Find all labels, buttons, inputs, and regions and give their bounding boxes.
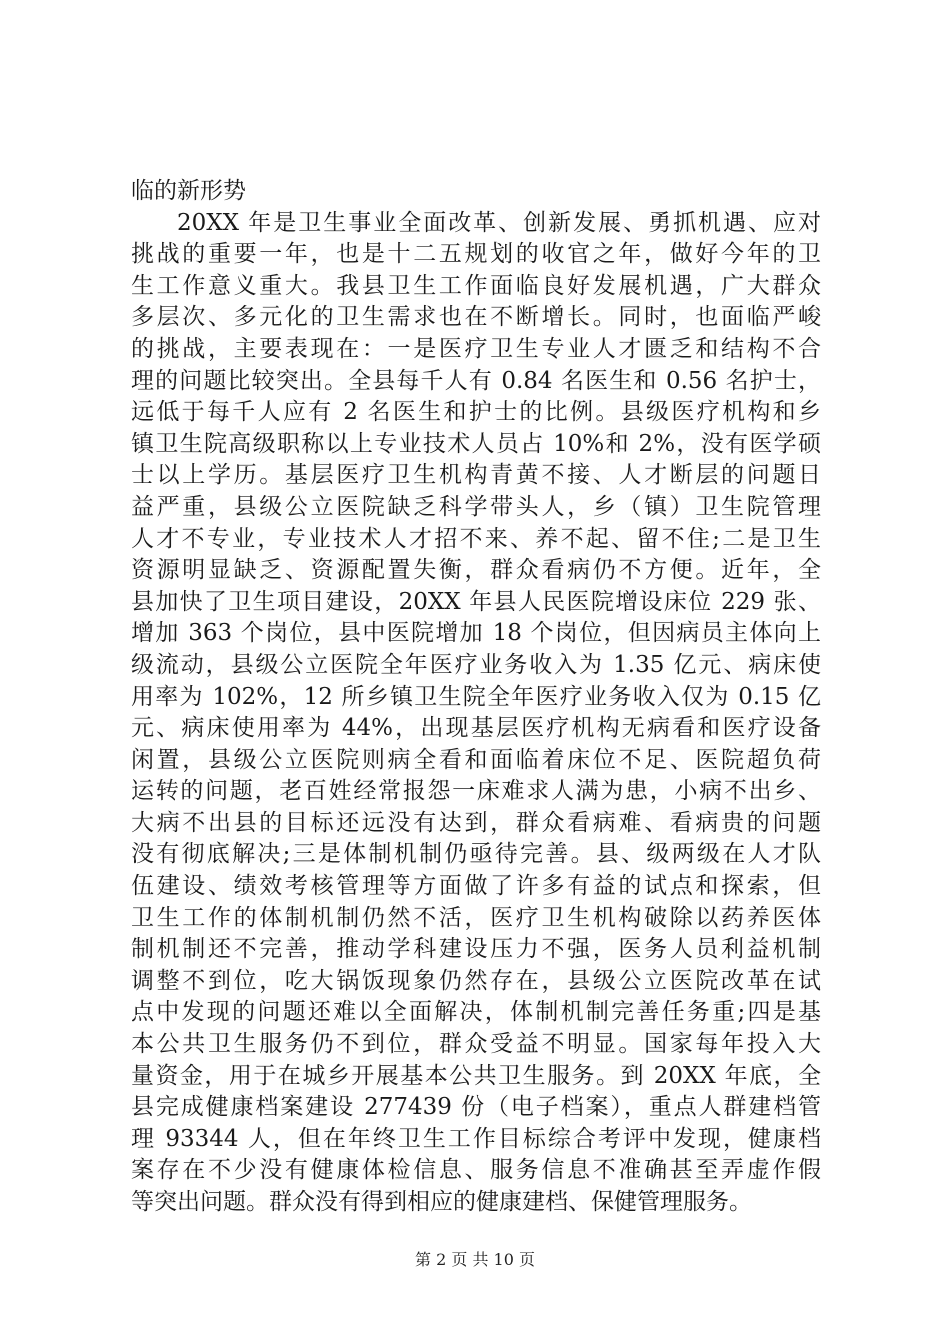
paragraph-line: 案存在不少没有健康体检信息、服务信息不准确甚至弄虚作假 (131, 1157, 821, 1184)
paragraph-line: 元、病床使用率为 44%，出现基层医疗机构无病看和医疗设备 (131, 715, 821, 742)
paragraph-line: 运转的问题，老百姓经常报怨一床难求人满为患，小病不出乡、 (131, 778, 821, 805)
paragraph-line: 量资金，用于在城乡开展基本公共卫生服务。到 20XX 年底，全 (131, 1062, 821, 1089)
paragraph-line: 调整不到位，吃大锅饭现象仍然存在，县级公立医院改革在试 (131, 967, 821, 994)
document-body (131, 176, 821, 1219)
page-number: 第 2 页 共 10 页 (415, 1250, 535, 1269)
paragraph-line: 挑战的重要一年，也是十二五规划的收官之年，做好今年的卫 (131, 241, 821, 268)
paragraph-line: 县完成健康档案建设 277439 份（电子档案），重点人群建档管 (131, 1094, 821, 1121)
paragraph-line: 等突出问题。群众没有得到相应的健康建档、保健管理服务。 (131, 1189, 752, 1215)
paragraph-line: 卫生工作的体制机制仍然不活，医疗卫生机构破除以药养医体 (131, 904, 821, 931)
paragraph-line: 理的问题比较突出。全县每千人有 0.84 名医生和 0.56 名护士， (131, 367, 821, 394)
heading-line: 临的新形势 (131, 178, 246, 204)
paragraph-line: 人才不专业，专业技术人才招不来、养不起、留不住;二是卫生 (131, 525, 821, 552)
paragraph-line: 生工作意义重大。我县卫生工作面临良好发展机遇，广大群众 (131, 272, 821, 299)
paragraph-line: 县加快了卫生项目建设，20XX 年县人民医院增设床位 229 张、 (131, 588, 821, 615)
paragraph-line: 的挑战，主要表现在：一是医疗卫生专业人才匮乏和结构不合 (131, 335, 821, 362)
paragraph-line: 制机制还不完善，推动学科建设压力不强，医务人员利益机制 (131, 936, 821, 963)
paragraph-line: 资源明显缺乏、资源配置失衡，群众看病仍不方便。近年，全 (131, 557, 821, 584)
paragraph-line: 没有彻底解决;三是体制机制仍亟待完善。县、级两级在人才队 (131, 841, 821, 868)
paragraph-line: 多层次、多元化的卫生需求也在不断增长。同时，也面临严峻 (131, 304, 821, 331)
paragraph-line: 大病不出县的目标还远没有达到，群众看病难、看病贵的问题 (131, 809, 821, 836)
paragraph-line: 增加 363 个岗位，县中医院增加 18 个岗位，但因病员主体向上 (131, 620, 821, 647)
page-footer (0, 1247, 950, 1270)
paragraph-line: 本公共卫生服务仍不到位，群众受益不明显。国家每年投入大 (131, 1031, 821, 1058)
paragraph-line: 益严重，县级公立医院缺乏科学带头人，乡（镇）卫生院管理 (131, 493, 821, 520)
paragraph-line: 理 93344 人，但在年终卫生工作目标综合考评中发现，健康档 (131, 1125, 821, 1152)
paragraph-line: 闲置，县级公立医院则病全看和面临着床位不足、医院超负荷 (131, 746, 821, 773)
paragraph-line: 点中发现的问题还难以全面解决，体制机制完善任务重;四是基 (131, 999, 821, 1026)
paragraph-line: 远低于每千人应有 2 名医生和护士的比例。县级医疗机构和乡 (131, 399, 821, 426)
paragraph-line: 伍建设、绩效考核管理等方面做了许多有益的试点和探索，但 (131, 873, 821, 900)
paragraph-line: 级流动，县级公立医院全年医疗业务收入为 1.35 亿元、病床使 (131, 651, 821, 678)
paragraph-line: 用率为 102%，12 所乡镇卫生院全年医疗业务收入仅为 0.15 亿 (131, 683, 821, 710)
paragraph-line: 20XX 年是卫生事业全面改革、创新发展、勇抓机遇、应对 (177, 209, 821, 236)
paragraph-line: 士以上学历。基层医疗卫生机构青黄不接、人才断层的问题日 (131, 462, 821, 489)
paragraph-line: 镇卫生院高级职称以上专业技术人员占 10%和 2%，没有医学硕 (131, 430, 821, 457)
